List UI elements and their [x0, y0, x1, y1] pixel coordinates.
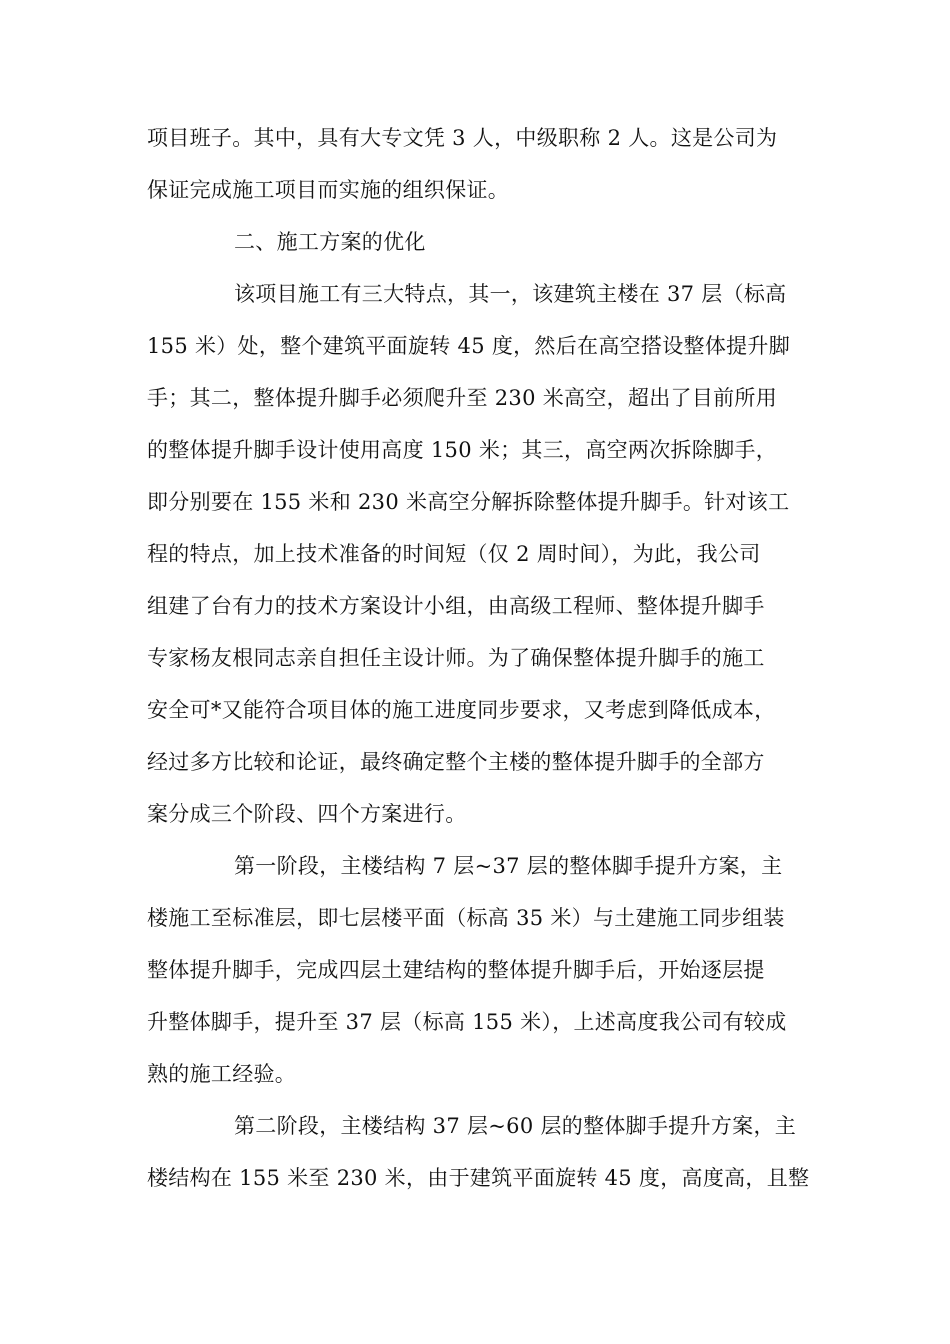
text-line: 案分成三个阶段、四个方案进行。: [147, 802, 467, 826]
section-heading: 二、施工方案的优化: [234, 230, 426, 254]
text-line: 保证完成施工项目而实施的组织保证。: [147, 178, 510, 202]
text-line: 手；其二，整体提升脚手必须爬升至 230 米高空，超出了目前所用: [147, 386, 778, 410]
paragraph-first-line: 该项目施工有三大特点，其一，该建筑主楼在 37 层（标高: [234, 282, 787, 306]
text-line: 程的特点，加上技术准备的时间短（仅 2 周时间），为此，我公司: [147, 542, 761, 566]
text-line: 安全可*又能符合项目体的施工进度同步要求，又考虑到降低成本，: [147, 698, 776, 722]
text-line: 的整体提升脚手设计使用高度 150 米；其三，高空两次拆除脚手，: [147, 438, 778, 462]
text-line: 专家杨友根同志亲自担任主设计师。为了确保整体提升脚手的施工: [147, 646, 765, 670]
text-line: 155 米）处，整个建筑平面旋转 45 度，然后在高空搭设整体提升脚: [147, 334, 791, 358]
paragraph-first-line: 第二阶段，主楼结构 37 层~60 层的整体脚手提升方案，主: [234, 1114, 797, 1138]
text-line: 整体提升脚手，完成四层土建结构的整体提升脚手后，开始逐层提: [147, 958, 765, 982]
text-line: 升整体脚手，提升至 37 层（标高 155 米），上述高度我公司有较成: [147, 1010, 787, 1034]
text-line: 经过多方比较和论证，最终确定整个主楼的整体提升脚手的全部方: [147, 750, 765, 774]
text-line: 楼结构在 155 米至 230 米，由于建筑平面旋转 45 度，高度高，且整: [147, 1166, 810, 1190]
text-line: 即分别要在 155 米和 230 米高空分解拆除整体提升脚手。针对该工: [147, 490, 790, 514]
paragraph-first-line: 第一阶段，主楼结构 7 层~37 层的整体脚手提升方案，主: [234, 854, 783, 878]
text-line: 项目班子。其中，具有大专文凭 3 人，中级职称 2 人。这是公司为: [147, 126, 778, 150]
text-line: 组建了台有力的技术方案设计小组，由高级工程师、整体提升脚手: [147, 594, 765, 618]
text-line: 熟的施工经验。: [147, 1062, 297, 1086]
text-line: 楼施工至标准层，即七层楼平面（标高 35 米）与土建施工同步组装: [147, 906, 785, 930]
